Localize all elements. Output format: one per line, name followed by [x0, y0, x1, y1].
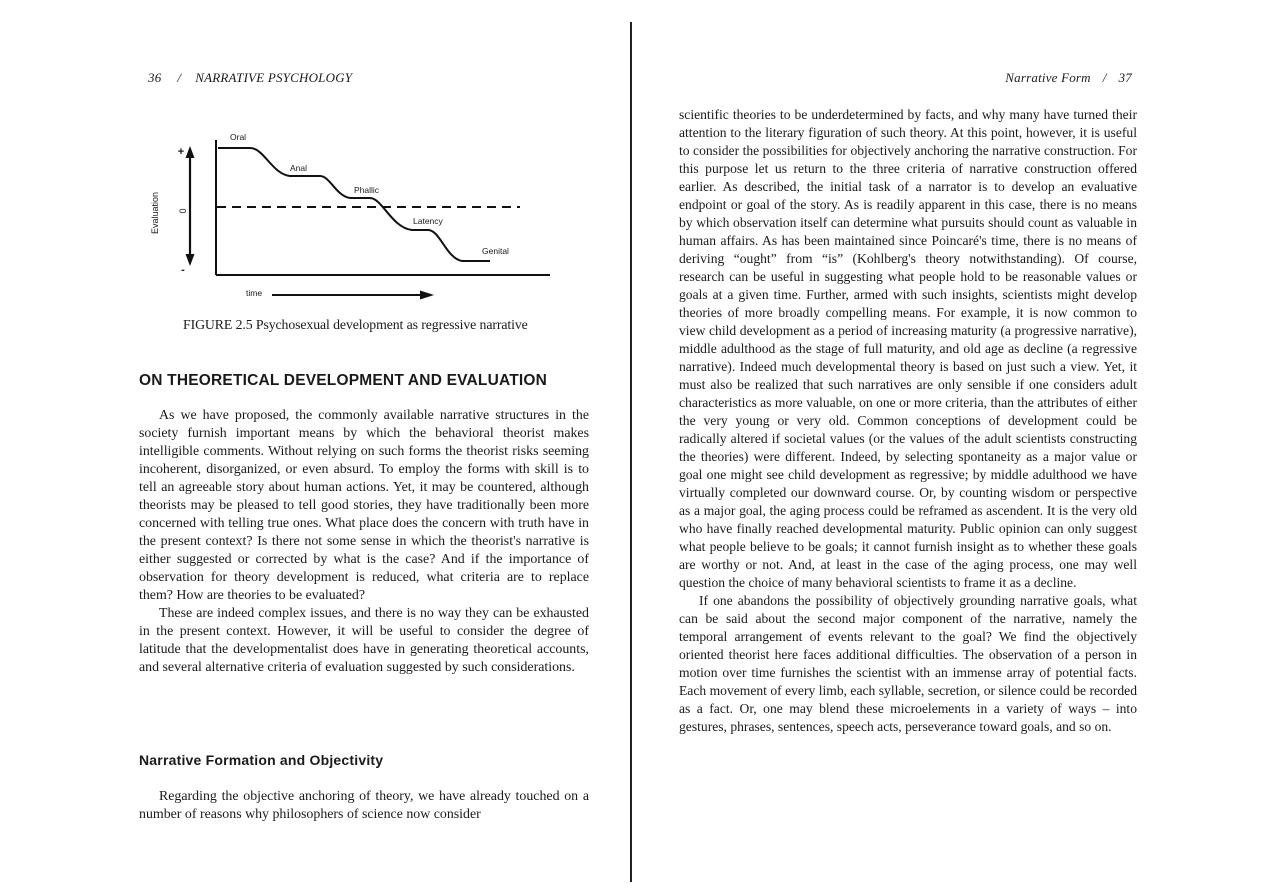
right-body-text	[679, 106, 1137, 736]
subsection-heading: Narrative Formation and Objectivity	[139, 752, 384, 768]
section-heading: ON THEORETICAL DEVELOPMENT AND EVALUATION	[139, 372, 548, 389]
page-gutter	[630, 22, 632, 882]
x-axis-label: time	[246, 288, 263, 298]
running-head-right	[1005, 70, 1132, 86]
figure-caption: FIGURE 2.5 Psychosexual development as regressive narrative	[183, 317, 528, 332]
stage-label-phallic: Phallic	[354, 185, 380, 195]
figure-psychosexual-development	[150, 118, 580, 313]
running-head-separator: /	[177, 70, 182, 85]
paragraph: As we have proposed, the commonly available narrative structures in the society furnish important means by which the behavioral theorist makes intelligible comments. Without relying on such forms the theorist risks seeming incoherent, disorganized, or even absurd. To employ the forms with skill is to tell an agreeable story about human actions. Yet, it may be countered, although theorists may be pleased to tell good stories, they have traditionally been more concerned with telling true ones. What place does the concern with truth have in the present context? Is there not some sense in which the theorist's narrative is either suggested or corrected by what is the case? And if the importance of observation for theory development is reduced, what criteria are to replace them? How are theories to be evaluated?	[139, 408, 589, 603]
running-title: NARRATIVE PSYCHOLOGY	[195, 70, 353, 85]
right-page	[634, 0, 1262, 894]
stage-label-genital: Genital	[482, 246, 509, 256]
figure-diagram	[150, 118, 580, 313]
running-head-separator: /	[1102, 70, 1107, 85]
paragraph: Regarding the objective anchoring of theory, we have already touched on a number of reasons why philosophers of science now consider	[139, 789, 589, 822]
left-body-text	[139, 407, 589, 677]
page-number: 36	[148, 70, 162, 85]
time-arrow	[272, 291, 434, 300]
paragraph: These are indeed complex issues, and there is no way they can be exhausted in the present context. However, it will be useful to consider the degree of latitude that the developmentalist does have in generating theoretical accounts, and several alternative criteria of evaluation suggested by such considerations.	[139, 606, 589, 675]
stage-label-oral: Oral	[230, 132, 247, 142]
y-minus-label: -	[181, 264, 185, 276]
y-plus-label: +	[177, 146, 185, 158]
running-title: Narrative Form	[1005, 70, 1091, 85]
running-head-left	[148, 70, 352, 86]
stage-label-anal: Anal	[290, 163, 308, 173]
page-number: 37	[1118, 70, 1132, 85]
paragraph: scientific theories to be underdetermined by facts, and why many have turned their attention to the literary figuration of such theory. At this point, however, it is useful to consider the possibilities for objectively anchoring the narrative construction. For this purpose let us return to the three criteria of narrative construction offered earlier. As described, the initial task of a narrator is to develop an evaluative endpoint or goal of the story. As is readily apparent in this case, there is no means by which observation itself can determine what pursuits should count as valuable in human affairs. As has been maintained since Poincaré's time, there is no means of deriving “ought” from “is” (Kohlberg's theory notwithstanding). Of course, research can be useful in suggesting what people hold to be reasonable values or goals at a given time. Further, armed with such insights, scientists might develop theories of more broadly compelling means. For example, it is now common to view child development as a period of increasing maturity (a progressive narrative), middle adulthood as the stage of full maturity, and old age as decline (a regressive narrative). Indeed much developmental theory is based on just such a view. Yet, it must also be realized that such narratives are only sensible if one considers adult characteristics as more valuable, on one or more criteria, than the attributes of either the very young or very old. Common conceptions of development could be radically altered if societal values (or the values of the adult scientists constructing the theories) were different. Indeed, by selecting spontaneity as a major value or goal one might see child development as regressive; by middle adulthood we have virtually completed our downward course. Or, by counting wisdom or perspective as a major goal, the aging process could be reframed as ascendent. It is the very old who have finally reached developmental maturity. Public opinion can only suggest what people believe to be goals; it cannot furnish insight as to whether these goals are worthy or not. And, at least in the case of the aging process, one may well question the choice of many behavioral scientists to frame it as a decline.	[679, 107, 1137, 590]
left-page	[0, 0, 630, 894]
left-final-text	[139, 788, 589, 824]
narrative-curve	[218, 148, 490, 261]
evaluation-double-arrow	[186, 146, 195, 266]
y-axis-label: Evaluation	[150, 191, 160, 235]
stage-label-latency: Latency	[413, 216, 443, 226]
paragraph: If one abandons the possibility of objectively grounding narrative goals, what can be said about the second major component of the narrative, namely the temporal arrangement of events relevant to the goal? We find the objectively oriented theorist here faces additional difficulties. The observation of a person in motion over time furnishes the scientist with an immense array of potential facts. Each movement of every limb, each syllable, secretion, or silence could be recorded as a fact. Or, one may blend these microelements in a variety of ways – into gestures, phrases, sentences, speech acts, perseverance toward goals, and so on.	[679, 593, 1137, 734]
y-zero-label: 0	[178, 208, 188, 214]
